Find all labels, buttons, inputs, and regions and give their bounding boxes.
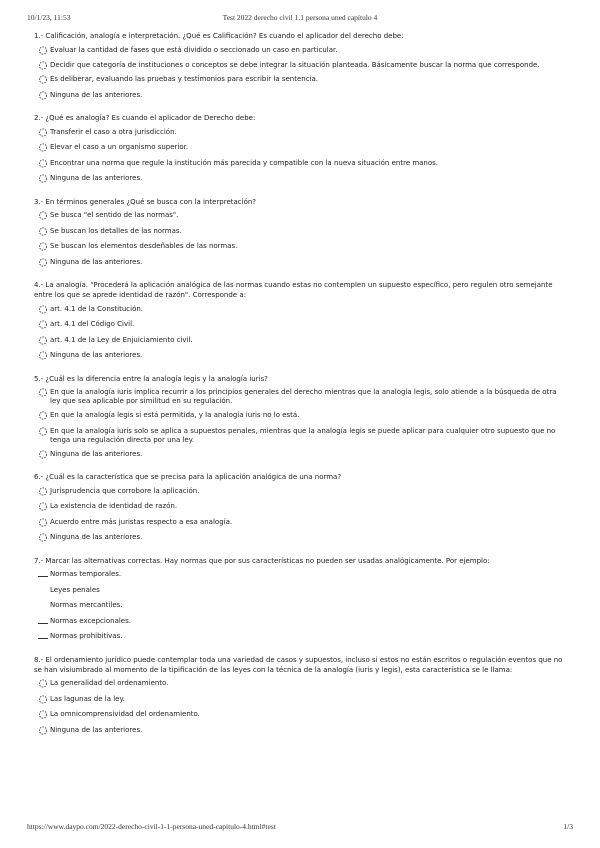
option-label: Encontrar una norma que regule la institución más parecida y compatible con la nueva situación entre manos. <box>50 158 439 167</box>
option[interactable] <box>34 450 566 459</box>
option-label: En que la analogía iuris implica recurrir a los principios generales del derecho mientras que la analogía legis, solo atiende a la búsqueda de otra ley que sea aplicable por similitud en su regulación. <box>50 388 557 405</box>
option-label: Acuerdo entre más juristas respecto a esa analogía. <box>50 517 233 526</box>
print-title: Test 2022 derecho civil 1.1 persona uned capítulo 4 <box>222 13 378 22</box>
option[interactable] <box>34 617 566 626</box>
checkbox-icon[interactable] <box>38 623 48 624</box>
option-label: Ninguna de las anteriores. <box>50 533 143 541</box>
option[interactable] <box>34 336 566 345</box>
option[interactable] <box>34 242 566 251</box>
radio-icon[interactable] <box>38 305 48 314</box>
option-label: Jurisprudencia que corrobore la aplicación. <box>50 486 200 495</box>
option[interactable] <box>34 211 566 220</box>
radio-icon[interactable] <box>38 336 48 345</box>
radio-icon[interactable] <box>38 450 48 459</box>
option-label: Leyes penales <box>50 585 100 594</box>
option-label: La generalidad del ordenamiento. <box>50 679 169 687</box>
radio-icon[interactable] <box>38 411 48 420</box>
option-label: Ninguna de las anteriores. <box>50 449 143 458</box>
option[interactable] <box>34 710 566 719</box>
question-text: 6.- ¿Cuál es la característica que se precisa para la aplicación analógica de una norma? <box>34 473 342 481</box>
option[interactable] <box>34 305 566 314</box>
option[interactable] <box>34 601 566 610</box>
blank-marker <box>38 586 48 595</box>
print-date: 10/1/23, 11:53 <box>27 13 71 22</box>
option[interactable] <box>34 679 566 688</box>
option[interactable] <box>34 487 566 496</box>
blank-marker <box>38 601 48 610</box>
radio-icon[interactable] <box>38 726 48 735</box>
option[interactable] <box>34 411 566 420</box>
radio-icon[interactable] <box>38 695 48 704</box>
option-label: Normas mercantiles. <box>50 601 123 609</box>
question-text: 1.- Calificación, analogía e interpretación. ¿Qué es Calificación? Es cuando el aplicador del derecho debe: <box>34 32 404 40</box>
option-label: Se buscan los detalles de las normas. <box>50 226 182 235</box>
radio-icon[interactable] <box>38 211 48 220</box>
option-label: art. 4.1 de la Constitución. <box>50 304 144 313</box>
option[interactable] <box>34 427 566 445</box>
radio-icon[interactable] <box>38 427 48 436</box>
radio-icon[interactable] <box>38 679 48 688</box>
radio-icon[interactable] <box>38 487 48 496</box>
option-label: Se buscan los elementos desdeñables de las normas. <box>50 242 238 250</box>
question-6 <box>34 472 566 542</box>
option[interactable] <box>34 502 566 511</box>
radio-icon[interactable] <box>38 61 48 70</box>
option-label: Elevar el caso a un organismo superior. <box>50 143 189 151</box>
question-7 <box>34 556 566 642</box>
option[interactable] <box>34 128 566 137</box>
radio-icon[interactable] <box>38 518 48 527</box>
radio-icon[interactable] <box>38 159 48 168</box>
option-label: Es deliberar, evaluando las pruebas y testimonios para escribir la sentencia. <box>50 75 319 83</box>
option[interactable] <box>34 91 566 100</box>
question-text: 3.- En términos generales ¿Qué se busca con la interpretación? <box>34 197 257 206</box>
option[interactable] <box>34 533 566 542</box>
question-5 <box>34 374 566 459</box>
option[interactable] <box>34 143 566 152</box>
question-text: 5.- ¿Cuál es la diferencia entre la analogía legis y la analogía iuris? <box>34 374 268 383</box>
option-label: Normas temporales. <box>50 570 122 578</box>
option-label: Ninguna de las anteriores. <box>50 174 143 182</box>
question-text: 7.- Marcar las alternativas correctas. Hay normas que por sus características no pueden ser usadas analógicamente. Por ejemplo: <box>34 556 490 565</box>
option-label: Transferir el caso a otra jurisdicción. <box>50 127 177 136</box>
option[interactable] <box>34 174 566 183</box>
option-label: art. 4.1 del Código Civil. <box>50 320 135 328</box>
option-label: Normas excepcionales. <box>50 616 131 625</box>
radio-icon[interactable] <box>38 75 48 84</box>
option-label: Ninguna de las anteriores. <box>50 257 143 266</box>
radio-icon[interactable] <box>38 351 48 360</box>
question-text: 2.- ¿Qué es analogía? Es cuando el aplicador de Derecho debe: <box>34 114 256 122</box>
radio-icon[interactable] <box>38 143 48 152</box>
option-label: art. 4.1 de la Ley de Enjuiciamiento civil. <box>50 335 193 344</box>
option[interactable] <box>34 518 566 527</box>
radio-icon[interactable] <box>38 320 48 329</box>
option-label: Ninguna de las anteriores. <box>50 351 143 359</box>
option-label: La omnicomprensividad del ordenamiento. <box>50 710 200 718</box>
option-label: Ninguna de las anteriores. <box>50 90 143 99</box>
option[interactable] <box>34 258 566 267</box>
option-label: Evaluar la cantidad de fases que está dividido o seccionado un caso en particular. <box>50 45 338 54</box>
radio-icon[interactable] <box>38 174 48 183</box>
option-label: La existencia de identidad de razón. <box>50 502 178 510</box>
option-label: Ninguna de las anteriores. <box>50 725 143 734</box>
page-url: https://www.daypo.com/2022-derecho-civil-1-1-persona-uned-capitulo-4.html#test <box>27 822 276 831</box>
option[interactable] <box>34 388 566 406</box>
radio-icon[interactable] <box>38 91 48 100</box>
option-label: En que la analogía legis si está permitida, y la analogía iuris no lo está. <box>50 411 300 419</box>
question-2 <box>34 113 566 183</box>
radio-icon[interactable] <box>38 533 48 542</box>
quiz <box>34 31 566 748</box>
question-8 <box>34 655 566 735</box>
option-label: Las lagunas de la ley. <box>50 694 125 703</box>
option-label: Decidir que categoría de instituciones o conceptos se debe integrar la situación planteada. Básicamente buscar la norma que corresponde. <box>50 61 540 69</box>
option[interactable] <box>34 61 566 70</box>
radio-icon[interactable] <box>38 710 48 719</box>
option[interactable] <box>34 726 566 735</box>
checkbox-icon[interactable] <box>38 638 48 639</box>
question-1 <box>34 31 566 100</box>
page-number: 1/3 <box>563 822 573 831</box>
radio-icon[interactable] <box>38 388 48 397</box>
question-4 <box>34 280 566 360</box>
option[interactable] <box>34 227 566 236</box>
option[interactable] <box>34 75 566 84</box>
radio-icon[interactable] <box>38 258 48 267</box>
option-label: Normas prohibitivas. <box>50 632 123 640</box>
option-label: Se busca "el sentido de las normas". <box>50 211 179 219</box>
option[interactable] <box>34 46 566 55</box>
radio-icon[interactable] <box>38 227 48 236</box>
question-text: 8.- El ordenamiento jurídico puede contemplar toda una variedad de casos y supuestos, incluso si estos no están escritos o regulación eventos que no se han visiumbrado al momento de la tipificación de las leyes con la técnica de la analogía (iuris y legis), esta característica se le llama: <box>34 655 563 674</box>
question-3 <box>34 197 566 267</box>
option[interactable] <box>34 351 566 360</box>
option[interactable] <box>34 695 566 704</box>
option-label: En que la analogía iuris solo se aplica a supuestos penales, mientras que la analogía legis se puede aplicar para cualquier otro supuesto que no tenga una regulación directa por una ley. <box>50 426 556 444</box>
radio-icon[interactable] <box>38 128 48 137</box>
option[interactable] <box>34 632 566 641</box>
option[interactable] <box>34 570 566 579</box>
option[interactable] <box>34 320 566 329</box>
option[interactable] <box>34 159 566 168</box>
option[interactable] <box>34 586 566 595</box>
radio-icon[interactable] <box>38 242 48 251</box>
radio-icon[interactable] <box>38 46 48 55</box>
radio-icon[interactable] <box>38 502 48 511</box>
checkbox-icon[interactable] <box>38 576 48 577</box>
question-text: 4.- La analogía. "Procederá la aplicación analógica de las normas cuando estas no contemplen un supuesto específico, pero regulen otro semejante entre los que se aprede identidad de razón". Corresponde a: <box>34 281 553 299</box>
